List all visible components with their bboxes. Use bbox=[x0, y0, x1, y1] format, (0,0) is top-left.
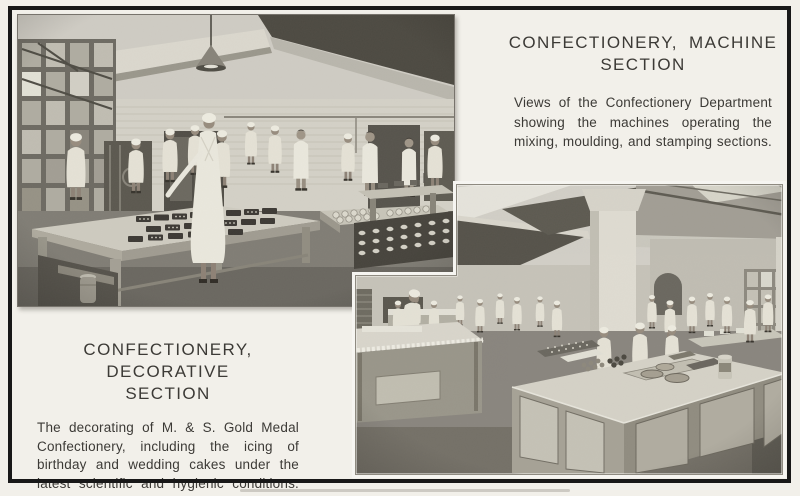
body-line: Views of the Confectionery Department bbox=[514, 95, 772, 110]
body-line: mixing, moulding, and stamping sections. bbox=[514, 134, 772, 149]
machine-section-body bbox=[514, 93, 772, 152]
body-line: birthday and wedding cakes under the bbox=[37, 457, 299, 472]
machine-section-title bbox=[497, 32, 789, 76]
title-line: CONFECTIONERY, MACHINE bbox=[508, 33, 778, 52]
title-line: SECTION bbox=[600, 55, 686, 74]
decorative-section-title bbox=[23, 339, 313, 405]
decorative-section-text bbox=[23, 339, 313, 493]
title-line: SECTION bbox=[125, 384, 211, 403]
body-line: latest scientific and hygienic conditions. bbox=[37, 475, 299, 491]
machine-section-scene bbox=[18, 15, 454, 306]
photo-machine-section bbox=[17, 14, 455, 307]
machine-section-text bbox=[497, 32, 789, 152]
title-line: CONFECTIONERY, DECORATIVE bbox=[83, 340, 253, 381]
body-line: showing the machines operating the bbox=[514, 114, 772, 130]
body-line: The decorating of M. & S. Gold Medal bbox=[37, 420, 299, 435]
decorative-section-body bbox=[37, 419, 299, 493]
body-line: Confectionery, including the icing of bbox=[37, 438, 299, 454]
